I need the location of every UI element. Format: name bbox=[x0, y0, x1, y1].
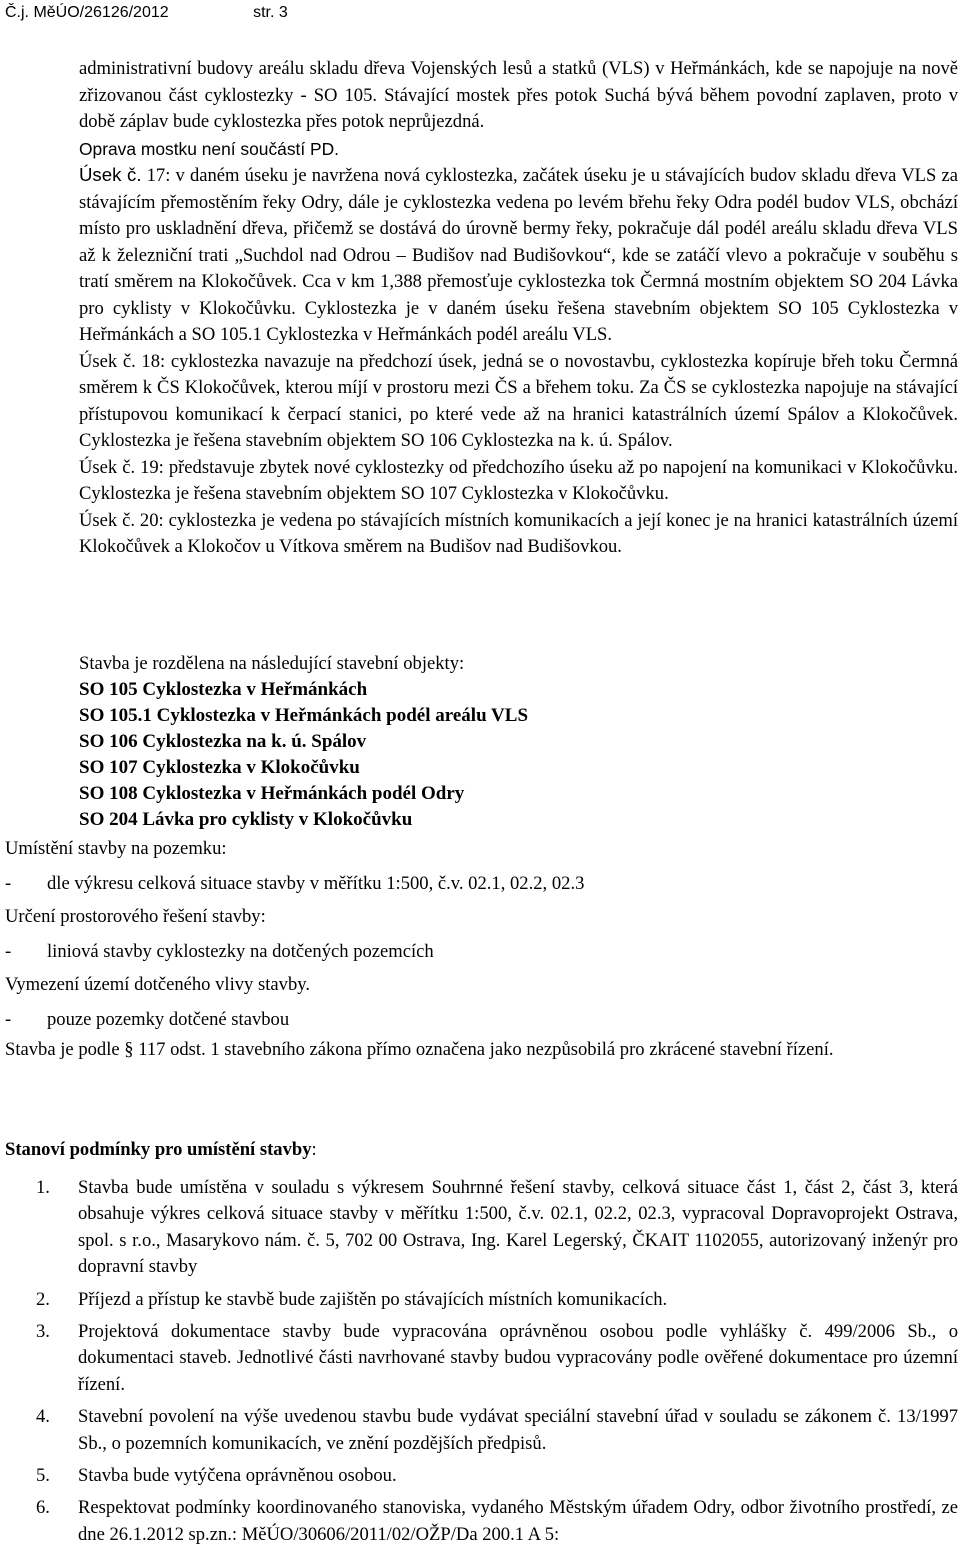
building-objects-list bbox=[79, 651, 528, 833]
objects-intro: Stavba je rozdělena na následující stavební objekty: bbox=[79, 653, 465, 674]
object-item: SO 105.1 Cyklostezka v Heřmánkách podél areálu VLS bbox=[79, 705, 529, 726]
placement-label-3: Vymezení území dotčeného vlivy stavby. bbox=[5, 974, 310, 995]
placement-item-3 bbox=[5, 1007, 955, 1033]
condition-item bbox=[36, 1175, 958, 1281]
conditions-title-colon: : bbox=[311, 1139, 317, 1160]
condition-text: Stavební povolení na výše uvedenou stavbu bude vydávat speciální stavební úřad v souladu se zákonem č. 13/1997 Sb., o pozemních komunikacích, ve znění pozdějších předpisů. bbox=[78, 1406, 958, 1454]
paragraph-3: Úsek č. 18: cyklostezka navazuje na předchozí úsek, jedná se o novostavbu, cyklostezka kopíruje břeh toku Čermná směrem k ČS Klokočůvek, kterou míjí v prostoru mezi ČS a břehem toku. Za ČS se cyklostezka napojuje na stávající přístupovou komunikací k čerpací stanici, po které vede až na hranici katastrálních území Spálov a Klokočůvek. Cyklostezka je řešena stavebním objektem SO 106 Cyklostezka na k. ú. Spálov. bbox=[79, 350, 958, 451]
object-item: SO 106 Cyklostezka na k. ú. Spálov bbox=[79, 731, 367, 752]
paragraph-1b: Oprava mostku není součástí PD. bbox=[79, 138, 340, 159]
condition-text: Stavba bude vytýčena oprávněnou osobou. bbox=[78, 1465, 397, 1487]
dash-marker: - bbox=[5, 873, 12, 894]
object-item: SO 108 Cyklostezka v Heřmánkách podél Odry bbox=[79, 783, 465, 804]
condition-number: 1. bbox=[36, 1177, 50, 1198]
condition-text: Stavba bude umístěna v souladu s výkresem Souhrnné řešení stavby, celková situace část 1, část 2, část 3, která obsahuje výkres celková situace stavby v měřítku 1:500, č.v. 02.1, 02.2, 02.3, vypracoval Dopravoprojekt Ostrava, spol. s r.o., Masarykovo nám. č. 5, 702 00 Ostrava, Ing. Karel Legerský, ČKAIT 1102055, autorizovaný inženýr pro dopravní stavby bbox=[78, 1177, 958, 1278]
procedure-note bbox=[5, 1036, 945, 1063]
intro-paragraph-block bbox=[79, 56, 958, 561]
condition-text: Respektovat podmínky koordinovaného stanoviska, vydaného Městským úřadem Odry, odbor životního prostředí, ze dne 26.1.2012 sp.zn.: MěÚO/30606/2011/02/OŽP/Da 200.1 A 5: bbox=[78, 1497, 958, 1545]
reference-number: Č.j. MěÚO/26126/2012 bbox=[5, 4, 169, 21]
object-item: SO 105 Cyklostezka v Heřmánkách bbox=[79, 679, 368, 700]
page-number: str. 3 bbox=[253, 4, 288, 21]
condition-text: Příjezd a přístup ke stavbě bude zajištěn po stávajících místních komunikacích. bbox=[78, 1288, 668, 1310]
placement-item-1-text: dle výkresu celková situace stavby v měřítku 1:500, č.v. 02.1, 02.2, 02.3 bbox=[47, 873, 585, 894]
conditions-heading bbox=[5, 1137, 317, 1163]
condition-number: 3. bbox=[36, 1321, 50, 1343]
condition-number: 6. bbox=[36, 1497, 50, 1519]
placement-item-1 bbox=[5, 871, 955, 897]
condition-number: 5. bbox=[36, 1465, 50, 1487]
paragraph-5: Úsek č. 20: cyklostezka je vedena po stávajících místních komunikacích a její konec je na hranici katastrálních území Klokočůvek a Klokočov u Vítkova směrem na Budišov nad Budišovkou. bbox=[79, 509, 958, 557]
placement-item-3-text: pouze pozemky dotčené stavbou bbox=[47, 1009, 290, 1030]
placement-label-1: Umístění stavby na pozemku: bbox=[5, 838, 227, 859]
paragraph-2 bbox=[79, 162, 958, 349]
object-item: SO 204 Lávka pro cyklisty v Klokočůvku bbox=[79, 809, 413, 830]
procedure-note-text: Stavba je podle § 117 odst. 1 stavebního zákona přímo označena jako nezpůsobilá pro zkrácené stavební řízení. bbox=[5, 1039, 834, 1060]
paragraph-1: administrativní budovy areálu skladu dřeva Vojenských lesů a statků (VLS) v Heřmánkách, kde se napojuje na nově zřizovanou část cyklostezky - SO 105. Stávající mostek přes potok Suchá bývá během povodní zaplaven, proto v době záplav bude cyklostezka přes potok neprůjezdná. bbox=[79, 58, 958, 132]
condition-item bbox=[36, 1463, 958, 1489]
paragraph-2-text: 17: v daném úseku je navržena nová cyklostezka, začátek úseku je u stávajících budov skladu dřeva VLS za stávajícím přemostěním řeky Odry, dále je cyklostezka vedena po levém břehu řeky Odra podél budov VLS, obchází místo pro uskladnění dřeva, přičemž se dostává do úrovně bermy řeky, pokračuje dál podél areálu skladu dřeva VLS až k železniční trati „Suchdol nad Odrou – Budišov nad Budišovkou“, kde se zatáčí vlevo a pokračuje v souběhu s tratí směrem na Klokočůvek. Cca v km 1,388 přemosťuje cyklostezka tok Čermná mostním objektem SO 204 Lávka pro cyklisty v Klokočůvku. Cyklostezka je v daném úseku řešena stavebním objektem SO 105 Cyklostezka v Heřmánkách a SO 105.1 Cyklostezka v Heřmánkách podél areálu VLS. bbox=[79, 165, 958, 345]
object-item: SO 107 Cyklostezka v Klokočůvku bbox=[79, 757, 360, 778]
condition-item bbox=[36, 1319, 958, 1398]
conditions-list bbox=[36, 1175, 958, 1554]
conditions-title: Stanoví podmínky pro umístění stavby bbox=[5, 1139, 312, 1160]
condition-number: 4. bbox=[36, 1406, 50, 1428]
dash-marker: - bbox=[5, 1009, 12, 1030]
placement-item-2 bbox=[5, 939, 955, 965]
condition-item bbox=[36, 1287, 958, 1313]
placement-label-2: Určení prostorového řešení stavby: bbox=[5, 906, 266, 927]
dash-marker: - bbox=[5, 941, 12, 962]
paragraph-2-prefix: Úsek č. bbox=[79, 164, 142, 185]
placement-section bbox=[5, 836, 955, 1033]
condition-text: Projektová dokumentace stavby bude vypracována oprávněnou osobou podle vyhlášky č. 499/2006 Sb., o dokumentaci staveb. Jednotlivé části navrhované stavby budou vypracovány podle ověřené dokumentace pro územní řízení. bbox=[78, 1321, 958, 1395]
condition-number: 2. bbox=[36, 1288, 50, 1310]
placement-item-2-text: liniová stavby cyklostezky na dotčených pozemcích bbox=[47, 941, 434, 962]
paragraph-4: Úsek č. 19: představuje zbytek nové cyklostezky od předchozího úseku až po napojení na komunikaci v Klokočůvku. Cyklostezka je řešena stavebním objektem SO 107 Cyklostezka v Klokočůvku. bbox=[79, 456, 958, 504]
page-header bbox=[5, 3, 288, 23]
condition-item bbox=[36, 1404, 958, 1457]
condition-item bbox=[36, 1495, 958, 1548]
